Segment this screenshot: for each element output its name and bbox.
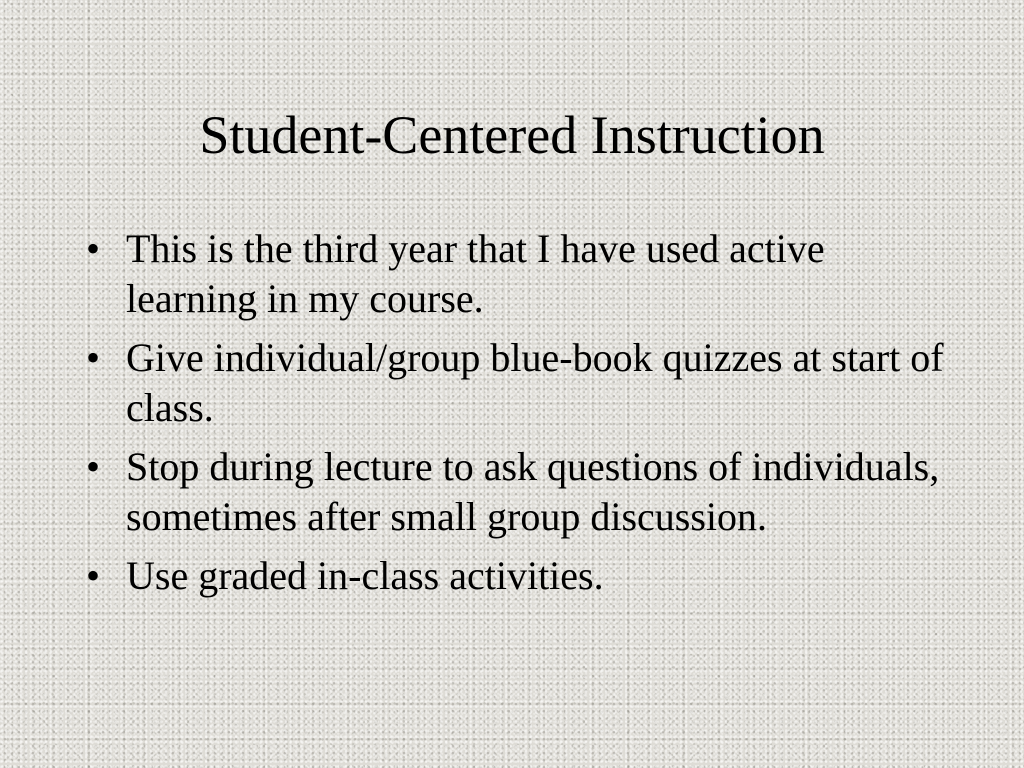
bullet-text: This is the third year that I have used active learning in my course. <box>126 226 825 321</box>
bullet-item <box>84 333 944 433</box>
bullet-item <box>84 551 944 601</box>
bullet-icon: • <box>86 226 101 271</box>
bullet-text: Give individual/group blue-book quizzes at start of class. <box>126 335 944 430</box>
bullet-icon: • <box>86 444 101 489</box>
bullet-list <box>84 224 944 610</box>
bullet-text: Use graded in-class activities. <box>126 553 604 598</box>
bullet-item <box>84 442 944 542</box>
bullet-icon: • <box>86 335 101 380</box>
bullet-item <box>84 224 944 324</box>
slide-title: Student-Centered Instruction <box>199 105 825 165</box>
bullet-icon: • <box>86 553 101 598</box>
bullet-text: Stop during lecture to ask questions of individuals, sometimes after small group discussion. <box>126 444 940 539</box>
